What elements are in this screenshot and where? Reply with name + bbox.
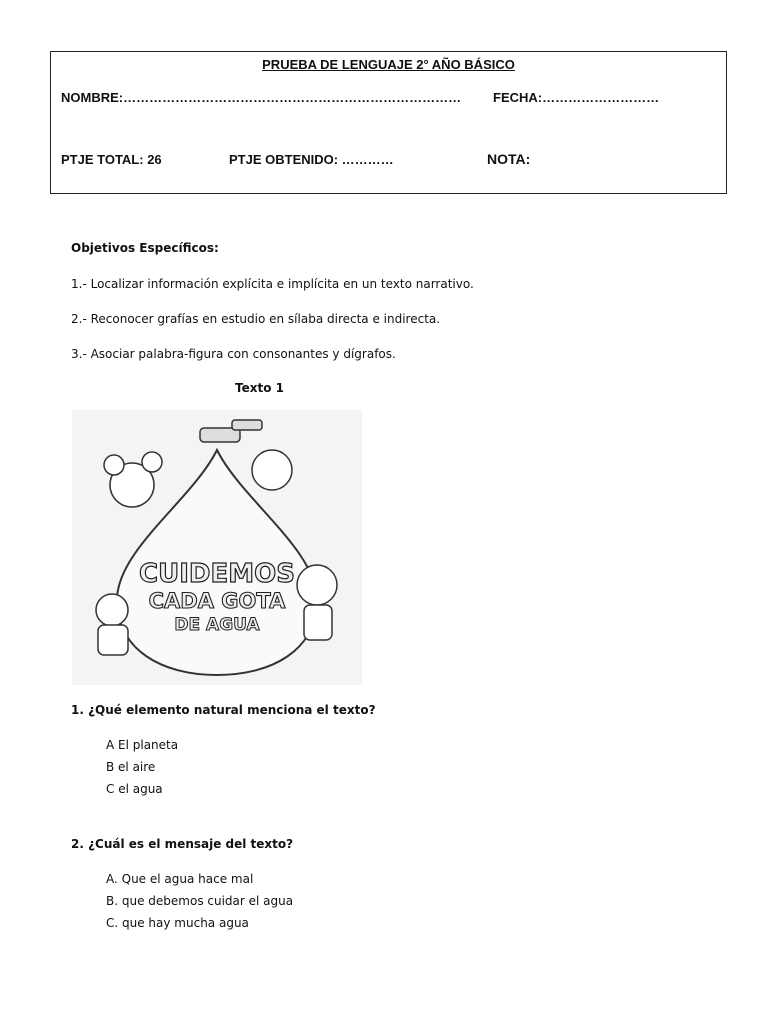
objective-item: 2.- Reconocer grafías en estudio en sílaba directa e indirecta. [71,312,441,326]
date-field: FECHA:……………………… [493,90,660,105]
obtained-score: PTJE OBTENIDO: ………… [229,152,394,167]
q2-option-c: C. que hay mucha agua [106,916,249,930]
question-2: 2. ¿Cuál es el mensaje del texto? [71,837,294,851]
question-1: 1. ¿Qué elemento natural menciona el texto? [71,703,376,717]
text-label: Texto 1 [235,381,284,395]
q2-option-b: B. que debemos cuidar el agua [106,894,294,908]
q1-option-a: A El planeta [106,738,179,752]
objectives-heading: Objetivos Específicos: [71,241,219,255]
total-score: PTJE TOTAL: 26 [61,152,162,167]
header-box [50,51,727,194]
water-drop-illustration [72,410,362,685]
q2-option-a: A. Que el agua hace mal [106,872,254,886]
illustration-line: DE AGUA [174,615,260,635]
grade-field: NOTA: [487,151,531,167]
objective-item: 3.- Asociar palabra-figura con consonantes y dígrafos. [71,347,396,361]
illustration-line: CUIDEMOS [139,559,295,589]
objective-item: 1.- Localizar información explícita e implícita en un texto narrativo. [71,277,474,291]
q1-option-c: C el agua [106,782,163,796]
name-field: NOMBRE:…………………………………………………………………… [61,90,462,105]
illustration-line: CADA GOTA [148,589,286,613]
q1-option-b: B el aire [106,760,156,774]
test-title: PRUEBA DE LENGUAJE 2° AÑO BÁSICO [262,57,515,72]
